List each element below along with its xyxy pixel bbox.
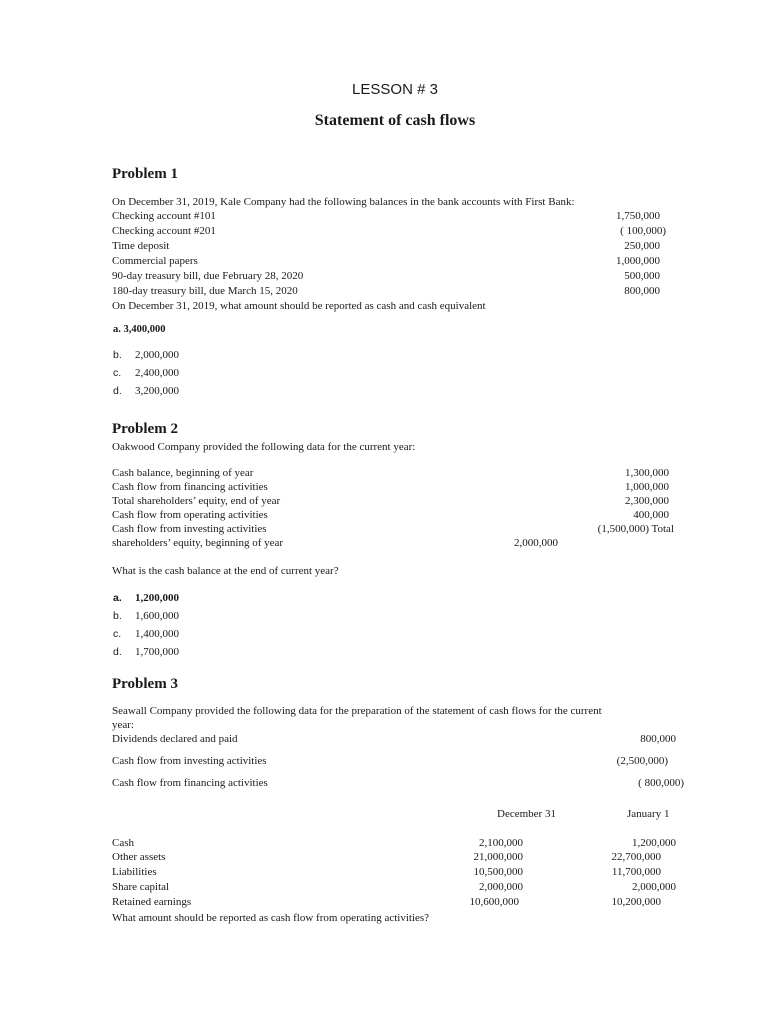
row-label: Cash flow from financing activities: [112, 481, 268, 493]
choice-letter: b.: [113, 610, 122, 622]
problem-2-row: [112, 466, 672, 480]
problem-3-row: [112, 732, 676, 746]
problem-1-row: [112, 209, 672, 223]
table-cell-december-31: 2,100,000: [479, 837, 523, 849]
row-label: Checking account #101: [112, 210, 216, 222]
row-value: 250,000: [624, 240, 660, 252]
choice-text: 3,400,000: [123, 324, 166, 335]
table-cell-december-31: 10,600,000: [469, 896, 519, 908]
problem-3-row: [112, 776, 684, 790]
problem-2-question: What is the cash balance at the end of current year?: [112, 565, 339, 577]
column-header-january-1: January 1: [627, 808, 670, 820]
table-row: [0, 851, 768, 865]
table-cell-december-31: 10,500,000: [473, 866, 523, 878]
choice-letter: a.: [113, 592, 122, 604]
row-label: Cash balance, beginning of year: [112, 467, 254, 479]
row-value: 1,750,000: [616, 210, 660, 222]
choice-text: 1,600,000: [135, 610, 179, 622]
choice-text: 1,400,000: [135, 628, 179, 640]
row-label: shareholders’ equity, beginning of year: [112, 537, 284, 549]
row-value: (1,500,000) Total: [597, 523, 674, 535]
table-row-label: Cash: [112, 837, 134, 849]
row-value: 400,000: [633, 509, 669, 521]
problem-2-row: [112, 494, 672, 508]
table-cell-january-1: 10,200,000: [611, 896, 661, 908]
choice-text: 2,000,000: [135, 349, 179, 361]
table-row-label: Retained earnings: [112, 896, 192, 908]
row-label: Checking account #201: [112, 225, 216, 237]
row-value: 2,300,000: [625, 495, 669, 507]
problem-2-row: [112, 508, 672, 522]
table-row-label: Other assets: [112, 851, 166, 863]
problem-3-heading: Problem 3: [112, 676, 178, 692]
lesson-number: LESSON # 3: [352, 81, 438, 98]
problem-2-intro: Oakwood Company provided the following data for the current year:: [112, 441, 416, 453]
column-header-december-31: December 31: [497, 808, 556, 820]
choice-letter: a.: [113, 324, 121, 335]
row-label: Time deposit: [112, 240, 170, 252]
problem-1-question: On December 31, 2019, what amount should be reported as cash and cash equivalent: [112, 300, 486, 312]
table-cell-january-1: 1,200,000: [632, 837, 676, 849]
row-value: (2,500,000): [616, 755, 668, 767]
choice-text: 3,200,000: [135, 385, 179, 397]
row-value: 1,300,000: [625, 467, 669, 479]
page-title: Statement of cash flows: [314, 112, 476, 129]
table-row: [0, 837, 768, 851]
choice-letter: c.: [113, 367, 122, 379]
table-row-label: Liabilities: [112, 866, 157, 878]
problem-3-intro-line-1: Seawall Company provided the following data for the preparation of the statement of cash flows for the current: [112, 705, 602, 717]
row-label: Commercial papers: [112, 255, 198, 267]
problem-3-intro-line-2: year:: [112, 719, 134, 731]
table-cell-december-31: 21,000,000: [473, 851, 523, 863]
table-cell-january-1: 11,700,000: [611, 866, 661, 878]
problem-1-row: [112, 254, 672, 268]
choice-letter: d.: [113, 646, 122, 658]
table-cell-january-1: 22,700,000: [611, 851, 661, 863]
problem-1-row: [112, 239, 672, 253]
problem-1-row: [112, 224, 672, 238]
problem-2-heading: Problem 2: [112, 421, 178, 437]
table-cell-january-1: 2,000,000: [632, 881, 676, 893]
problem-3-row: [112, 754, 676, 768]
row-value: ( 800,000): [638, 777, 684, 789]
problem-2-row: [112, 522, 672, 536]
table-row: [0, 881, 768, 895]
row-value: 1,000,000: [616, 255, 660, 267]
row-value: 800,000: [624, 285, 660, 297]
choice-letter: c.: [113, 628, 122, 640]
problem-1-row: [112, 269, 672, 283]
problem-1-intro: On December 31, 2019, Kale Company had the following balances in the bank accounts with First Bank:: [112, 196, 575, 208]
row-label: 180-day treasury bill, due March 15, 2020: [112, 285, 298, 297]
table-cell-december-31: 2,000,000: [479, 881, 523, 893]
row-label: Dividends declared and paid: [112, 733, 238, 745]
choice-letter: d.: [113, 385, 122, 397]
row-label: Cash flow from operating activities: [112, 509, 268, 521]
row-value: 2,000,000: [514, 537, 558, 549]
table-row: [0, 896, 768, 910]
row-value: 1,000,000: [625, 481, 669, 493]
row-value: ( 100,000): [620, 225, 666, 237]
problem-3-question: What amount should be reported as cash flow from operating activities?: [112, 912, 430, 924]
problem-2-row: [112, 536, 672, 550]
table-row-label: Share capital: [112, 881, 170, 893]
choice-text: 1,200,000: [135, 592, 179, 604]
choice-text: 1,700,000: [135, 646, 179, 658]
problem-1-answer: [113, 323, 166, 337]
row-label: Total shareholders’ equity, end of year: [112, 495, 281, 507]
row-value: 800,000: [640, 733, 676, 745]
row-label: Cash flow from financing activities: [112, 777, 268, 789]
choice-letter: b.: [113, 349, 122, 361]
problem-1-heading: Problem 1: [112, 166, 178, 182]
row-label: Cash flow from investing activities: [112, 523, 267, 535]
choice-text: 2,400,000: [135, 367, 179, 379]
problem-1-row: [112, 284, 672, 298]
row-value: 500,000: [624, 270, 660, 282]
row-label: Cash flow from investing activities: [112, 755, 267, 767]
row-label: 90-day treasury bill, due February 28, 2020: [112, 270, 304, 282]
problem-2-row: [112, 480, 672, 494]
table-row: [0, 866, 768, 880]
